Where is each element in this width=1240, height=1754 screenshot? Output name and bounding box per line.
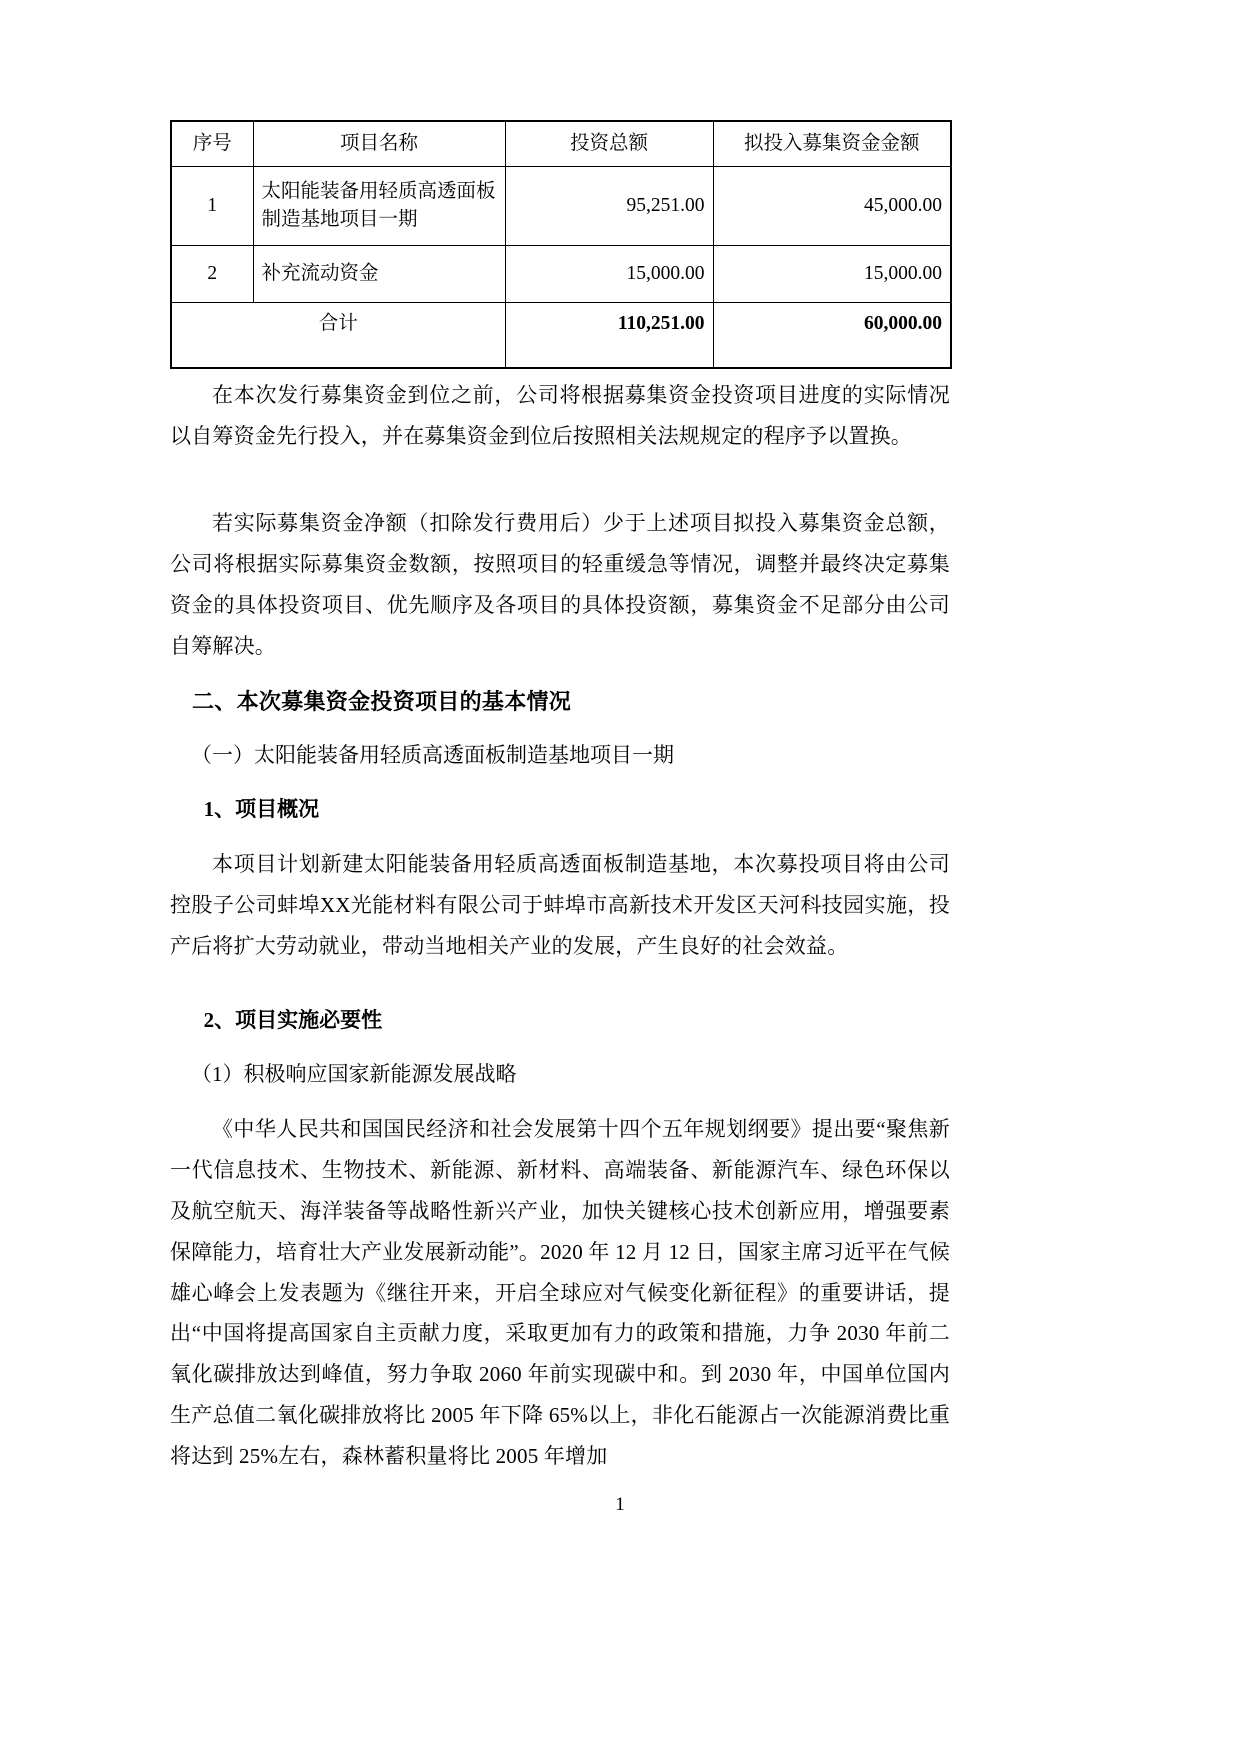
cell-total-investment: 95,251.00 (505, 167, 713, 246)
vertical-spacer (170, 830, 950, 844)
table-header (171, 121, 951, 167)
cell-seq: 1 (171, 167, 253, 246)
column-header-seq: 序号 (171, 121, 253, 167)
heading-item-national-strategy: （1）积极响应国家新能源发展战略 (191, 1061, 517, 1086)
vertical-spacer (170, 1041, 950, 1055)
vertical-spacer (170, 667, 950, 681)
cell-raised-fund-sum: 60,000.00 (713, 303, 951, 369)
heading-project-overview: 1、项目概况 (203, 797, 320, 822)
cell-total-label: 合计 (171, 303, 505, 369)
cell-total-investment-sum: 110,251.00 (505, 303, 713, 369)
paragraph-net-proceeds: 若实际募集资金净额（扣除发行费用后）少于上述项目拟投入募集资金总额，公司将根据实际募集资金数额，按照项目的轻重缓急等情况，调整并最终决定募集资金的具体投资项目、优先顺序及各项目的具体投资额，募集资金不足部分由公司自筹解决。 (170, 510, 950, 658)
cell-raised-fund: 15,000.00 (713, 246, 951, 303)
paragraph-pre-funding: 在本次发行募集资金到位之前，公司将根据募集资金投资项目进度的实际情况以自筹资金先行投入，并在募集资金到位后按照相关法规规定的程序予以置换。 (170, 383, 950, 448)
page-content (170, 120, 950, 1477)
vertical-spacer (170, 967, 950, 1001)
cell-project-name: 太阳能装备用轻质高透面板制造基地项目一期 (253, 167, 505, 246)
page-number: 1 (615, 1494, 625, 1515)
column-header-project-name: 项目名称 (253, 121, 505, 167)
heading-project-necessity: 2、项目实施必要性 (203, 1008, 383, 1033)
column-header-total-investment: 投资总额 (505, 121, 713, 167)
table-body (171, 167, 951, 369)
vertical-spacer (170, 457, 950, 503)
cell-total-investment: 15,000.00 (505, 246, 713, 303)
vertical-spacer (170, 722, 950, 736)
table-total-row (171, 303, 951, 369)
table-row (171, 246, 951, 303)
column-header-raised-fund: 拟投入募集资金金额 (713, 121, 951, 167)
table-header-row (171, 121, 951, 167)
cell-project-name: 补充流动资金 (253, 246, 505, 303)
fund-investment-table (170, 120, 952, 369)
vertical-spacer (170, 776, 950, 790)
paragraph-project-overview: 本项目计划新建太阳能装备用轻质高透面板制造基地，本次募投项目将由公司控股子公司蚌埠XX光能材料有限公司于蚌埠市高新技术开发区天河科技园实施，投产后将扩大劳动就业，带动当地相关产业的发展，产生良好的社会效益。 (170, 852, 950, 959)
paragraph-national-plan: 《中华人民共和国国民经济和社会发展第十四个五年规划纲要》提出要“聚焦新一代信息技术、生物技术、新能源、新材料、高端装备、新能源汽车、绿色环保以及航空航天、海洋装备等战略性新兴产业，加快关键核心技术创新应用，增强要素保障能力，培育壮大产业发展新动能”。2020 年 12 月 12 日，国家主席习近平在气候雄心峰会上发表题为《继往开来，开启全球应对气候变化新征程》的重要讲话，提出“中国将提高国家自主贡献力度，采取更加有力的政策和措施，力争 2030 年前二氧化碳排放达到峰值，努力争取 2060 年前实现碳中和。到 2030 年，中国单位国内生产总值二氧化碳排放将比 2005 年下降 65%以上，非化石能源占一次能源消费比重将达到 25%左右，森林蓄积量将比 2005 年增加 (170, 1116, 950, 1469)
heading-section-two: 二、本次募集资金投资项目的基本情况 (192, 688, 572, 714)
heading-subsection-one: （一）太阳能装备用轻质高透面板制造基地项目一期 (191, 743, 674, 768)
cell-raised-fund: 45,000.00 (713, 167, 951, 246)
cell-seq: 2 (171, 246, 253, 303)
table-row (171, 167, 951, 246)
vertical-spacer (170, 1095, 950, 1109)
